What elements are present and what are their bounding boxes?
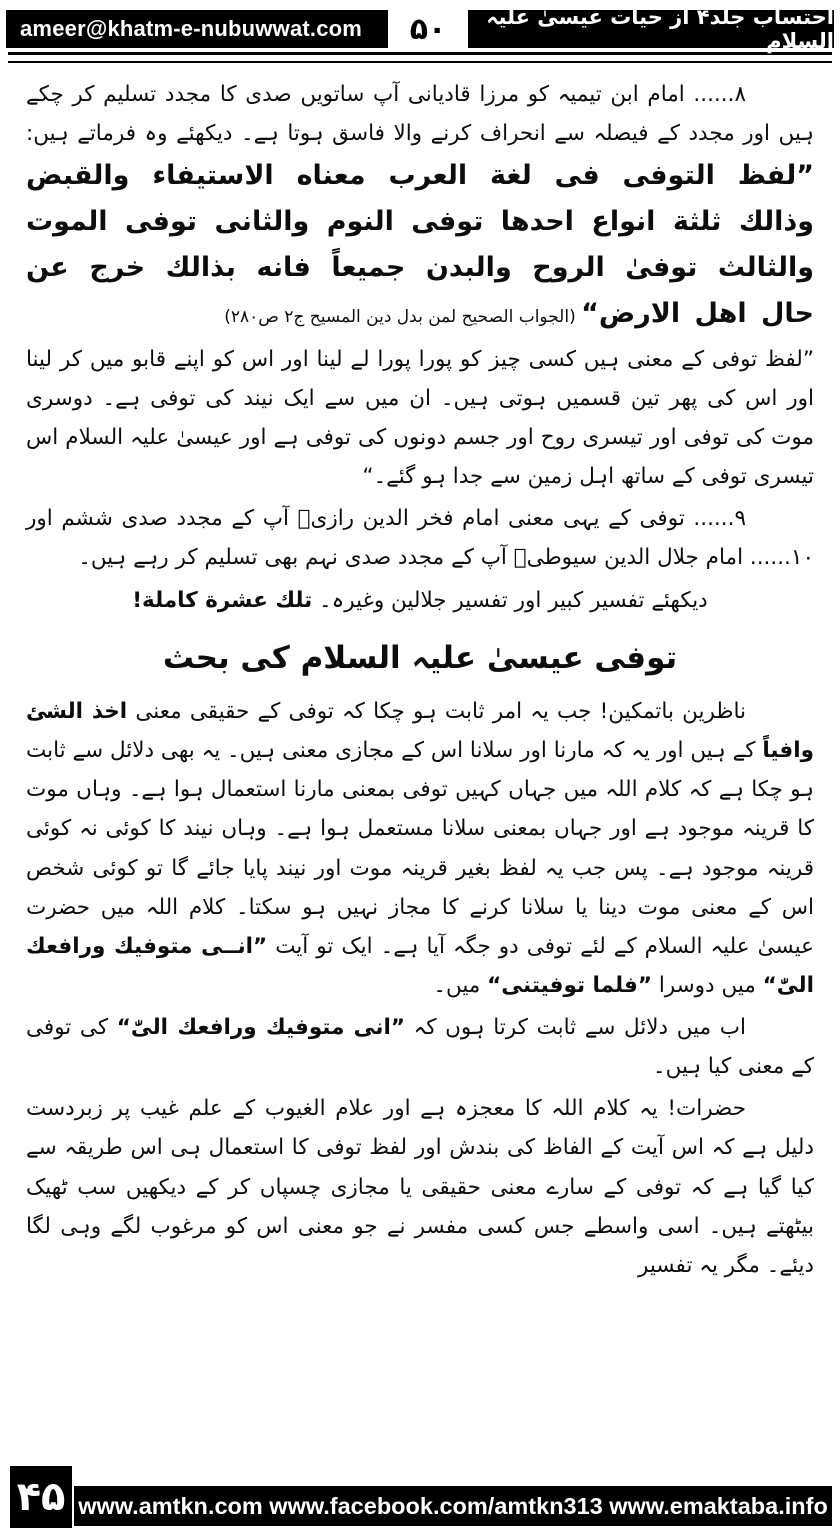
header-email: ameer@khatm-e-nubuwwat.com bbox=[20, 16, 363, 41]
footer-page-number: ۴۵ bbox=[16, 1474, 66, 1520]
header-page-number-box bbox=[388, 10, 468, 48]
header-title-strip bbox=[468, 5, 834, 53]
line-tafsir-kabir bbox=[26, 581, 814, 620]
para-9-razi-suyuti bbox=[26, 499, 814, 577]
para-tawaffi-translation bbox=[26, 340, 814, 497]
para-hazrat-kalam bbox=[26, 1089, 814, 1285]
text-segment: حضرات! یہ کلام اللہ کا معجزہ ہے اور علام الغیوب کے علم غیب پر زبردست دلیل ہے کہ اس آیت کے الفاظ کی بندش اور لفظ توفی کا استعمال ہی اس طریقہ سے کیا گیا ہے کہ توفی کے سارے معنی حقیقی یا مجازی چسپاں کر کے دیکھیں سب ٹھیک بیٹھتے ہیں۔ اسی واسطے جس کسی مفسر نے جو معنی اس کو مرغوب لگے وہی لگا دیئے۔ مگر یہ تفسیر bbox=[26, 1096, 814, 1278]
text-segment: توفی عیسیٰ علیہ السلام کی بحث bbox=[162, 639, 678, 676]
footer-urls: www.amtkn.com www.facebook.com/amtkn313 www.emaktaba.info bbox=[78, 1492, 828, 1519]
text-segment: ”لفظ التوفی فی لغة العرب معناه الاستیفاء والقبض وذالك ثلثة انواع احدها توفی النوم والثانی توفی الموت والثالث توفیٰ الروح والبدن جمیعاً فانه بذالك خرج عن حال اهل الارض“ bbox=[26, 160, 814, 329]
header-email-strip bbox=[6, 10, 388, 48]
text-segment: ”فلما توفیتنی“ bbox=[487, 972, 652, 998]
text-segment: ”انــی متوفیك ورافعك الیّٰ“ bbox=[26, 933, 814, 998]
text-segment: میں۔ bbox=[433, 972, 488, 998]
text-segment: (الجواب الصحیح لمن بدل دین المسیح ج۲ ص۲۸۰) bbox=[224, 306, 582, 327]
text-segment: کی توفی کے معنی کیا ہیں۔ bbox=[26, 1015, 814, 1080]
para-ab-main-dalail bbox=[26, 1008, 814, 1086]
header-bar bbox=[6, 5, 834, 53]
text-segment: تلك عشرة كاملة! bbox=[132, 587, 313, 613]
para-nazirin bbox=[26, 692, 814, 1005]
text-segment: ۸...... امام ابن تیمیہ کو مرزا قادیانی آپ ساتویں صدی کا مجدد تسلیم کر چکے ہیں اور مجدد کے فیصلہ سے انحراف کرنے والا فاسق ہوتا ہے۔ دیکھئے وہ فرماتے ہیں: bbox=[26, 82, 814, 147]
footer-bar bbox=[8, 1486, 832, 1526]
text-segment: ”لفظ توفی کے معنی ہیں کسی چیز کو پورا پورا لے لینا اور اس کو اپنے قابو میں کر لینا اور اس کی پھر تین قسمیں ہوتی ہیں۔ ان میں سے ایک نیند کی توفی ہے۔ دوسری موت کی توفی اور تیسری روح اور جسم دونوں کی توفی ہے اور عیسیٰ علیہ السلام اس تیسری توفی کے ساتھ اہل زمین سے جدا ہو گئے۔“ bbox=[26, 346, 814, 490]
header-page-number: ۵۰ bbox=[409, 11, 447, 47]
text-segment: ناظرین باتمکین! جب یہ امر ثابت ہو چکا کہ توفی کے حقیقی معنی bbox=[127, 699, 747, 725]
text-segment: ۹...... توفی کے یہی معنی امام فخر الدین رازیؒ آپ کے مجدد صدی ششم اور ۱۰...... امام جلال الدین سیوطیؒ آپ کے مجدد صدی نہم بھی تسلیم کر رہے ہیں۔ bbox=[26, 506, 814, 571]
text-segment: اخذ الشئ وافیاً bbox=[26, 699, 814, 764]
text-segment: ”انی متوفیك ورافعك الیّٰ“ bbox=[116, 1015, 406, 1041]
header-double-rule bbox=[8, 52, 832, 63]
page-body bbox=[0, 73, 840, 1285]
text-segment: دیکھئے تفسیر کبیر اور تفسیر جلالین وغیرہ۔ bbox=[312, 587, 708, 613]
section-heading-tawaffi-bahs bbox=[26, 630, 814, 686]
header-book-title: احتساب جلد۴ از حیات عیسیٰ علیہ السلام bbox=[486, 5, 834, 53]
text-segment: کے ہیں اور یہ کہ مارنا اور سلانا اس کے مجازی معنی ہیں۔ یہ بھی دلائل سے ثابت ہو چکا ہے کہ کلام اللہ میں جہاں کہیں توفی بمعنی مارنا استعمال ہوا ہے۔ وہاں موت کا قرینہ موجود ہے اور جہاں بمعنی سلانا مستعمل ہوا ہے۔ وہاں نیند کا کوئی نہ کوئی قرینہ موجود ہے۔ پس جب یہ لفظ بغیر قرینہ موت اور نیند پایا جائے گا تو کوئی شخص اس کے معنی موت دینا یا سلانا کرنے کا مجاز نہیں ہو سکتا۔ کلام اللہ میں حضرت عیسیٰ علیہ السلام کے لئے توفی دو جگہ آیا ہے۔ ایک تو آیت bbox=[26, 738, 814, 959]
footer-page-number-box bbox=[8, 1464, 74, 1530]
para-8-ibn-taymiyyah bbox=[26, 75, 814, 337]
text-segment: میں دوسرا bbox=[651, 972, 763, 998]
text-segment: اب میں دلائل سے ثابت کرتا ہوں کہ bbox=[405, 1015, 746, 1041]
